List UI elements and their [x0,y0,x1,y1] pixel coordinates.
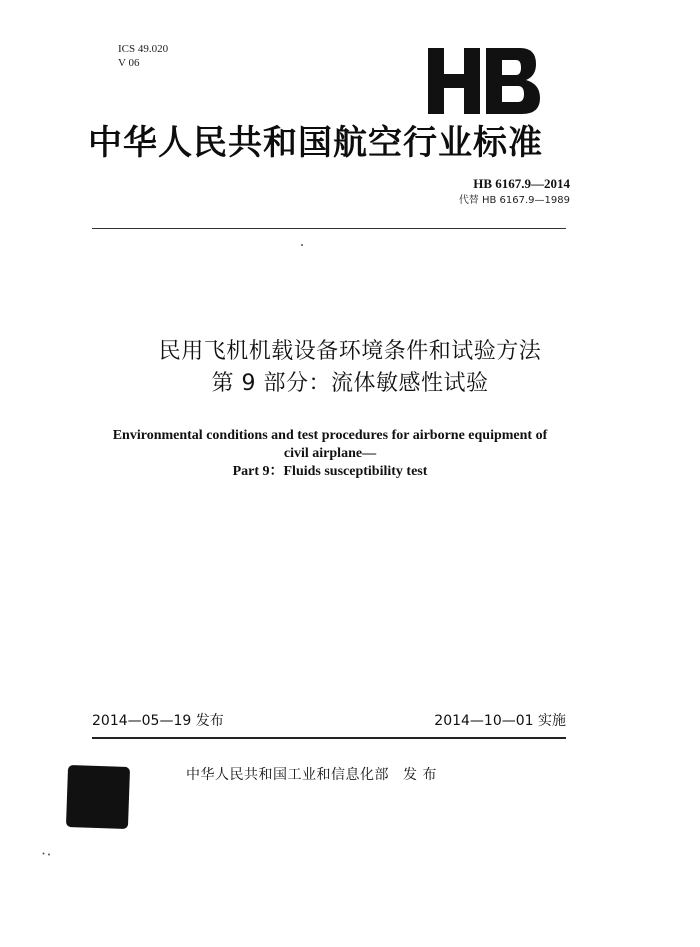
scan-marks [42,852,52,856]
title-en-line2: civil airplane— [283,446,377,461]
implementation-date: 2014—10—01 实施 [434,713,566,729]
standard-replaces: 代替 HB 6167.9—1989 [458,195,570,206]
title-en-line1: Environmental conditions and test procedures for airborne equipment of [112,428,548,443]
issue-date: 2014—05—19 发布 [92,713,224,729]
header-title: 中华人民共和国航空行业标准 [88,123,543,163]
publisher [186,765,516,785]
bottom-divider [92,737,566,739]
title-en-line3: Part 9：Fluids susceptibility test [232,464,428,479]
ccs-code: V 06 [118,57,140,69]
ics-code: ICS 49.020 [118,43,169,55]
title-en [100,427,560,481]
scan-speck [301,244,303,246]
scan-dark-block [66,765,130,829]
top-divider [92,228,566,229]
title-zh-line1: 民用飞机机载设备环境条件和试验方法 [158,339,542,364]
standard-number: HB 6167.9—2014 [473,176,570,191]
hb-logo-icon [428,48,540,114]
publisher-name: 中华人民共和国工业和信息化部 [186,767,389,783]
publisher-verb: 发 布 [403,767,437,783]
title-zh-line2: 第 9 部分：流体敏感性试验 [211,371,489,396]
classification-codes [118,42,168,70]
